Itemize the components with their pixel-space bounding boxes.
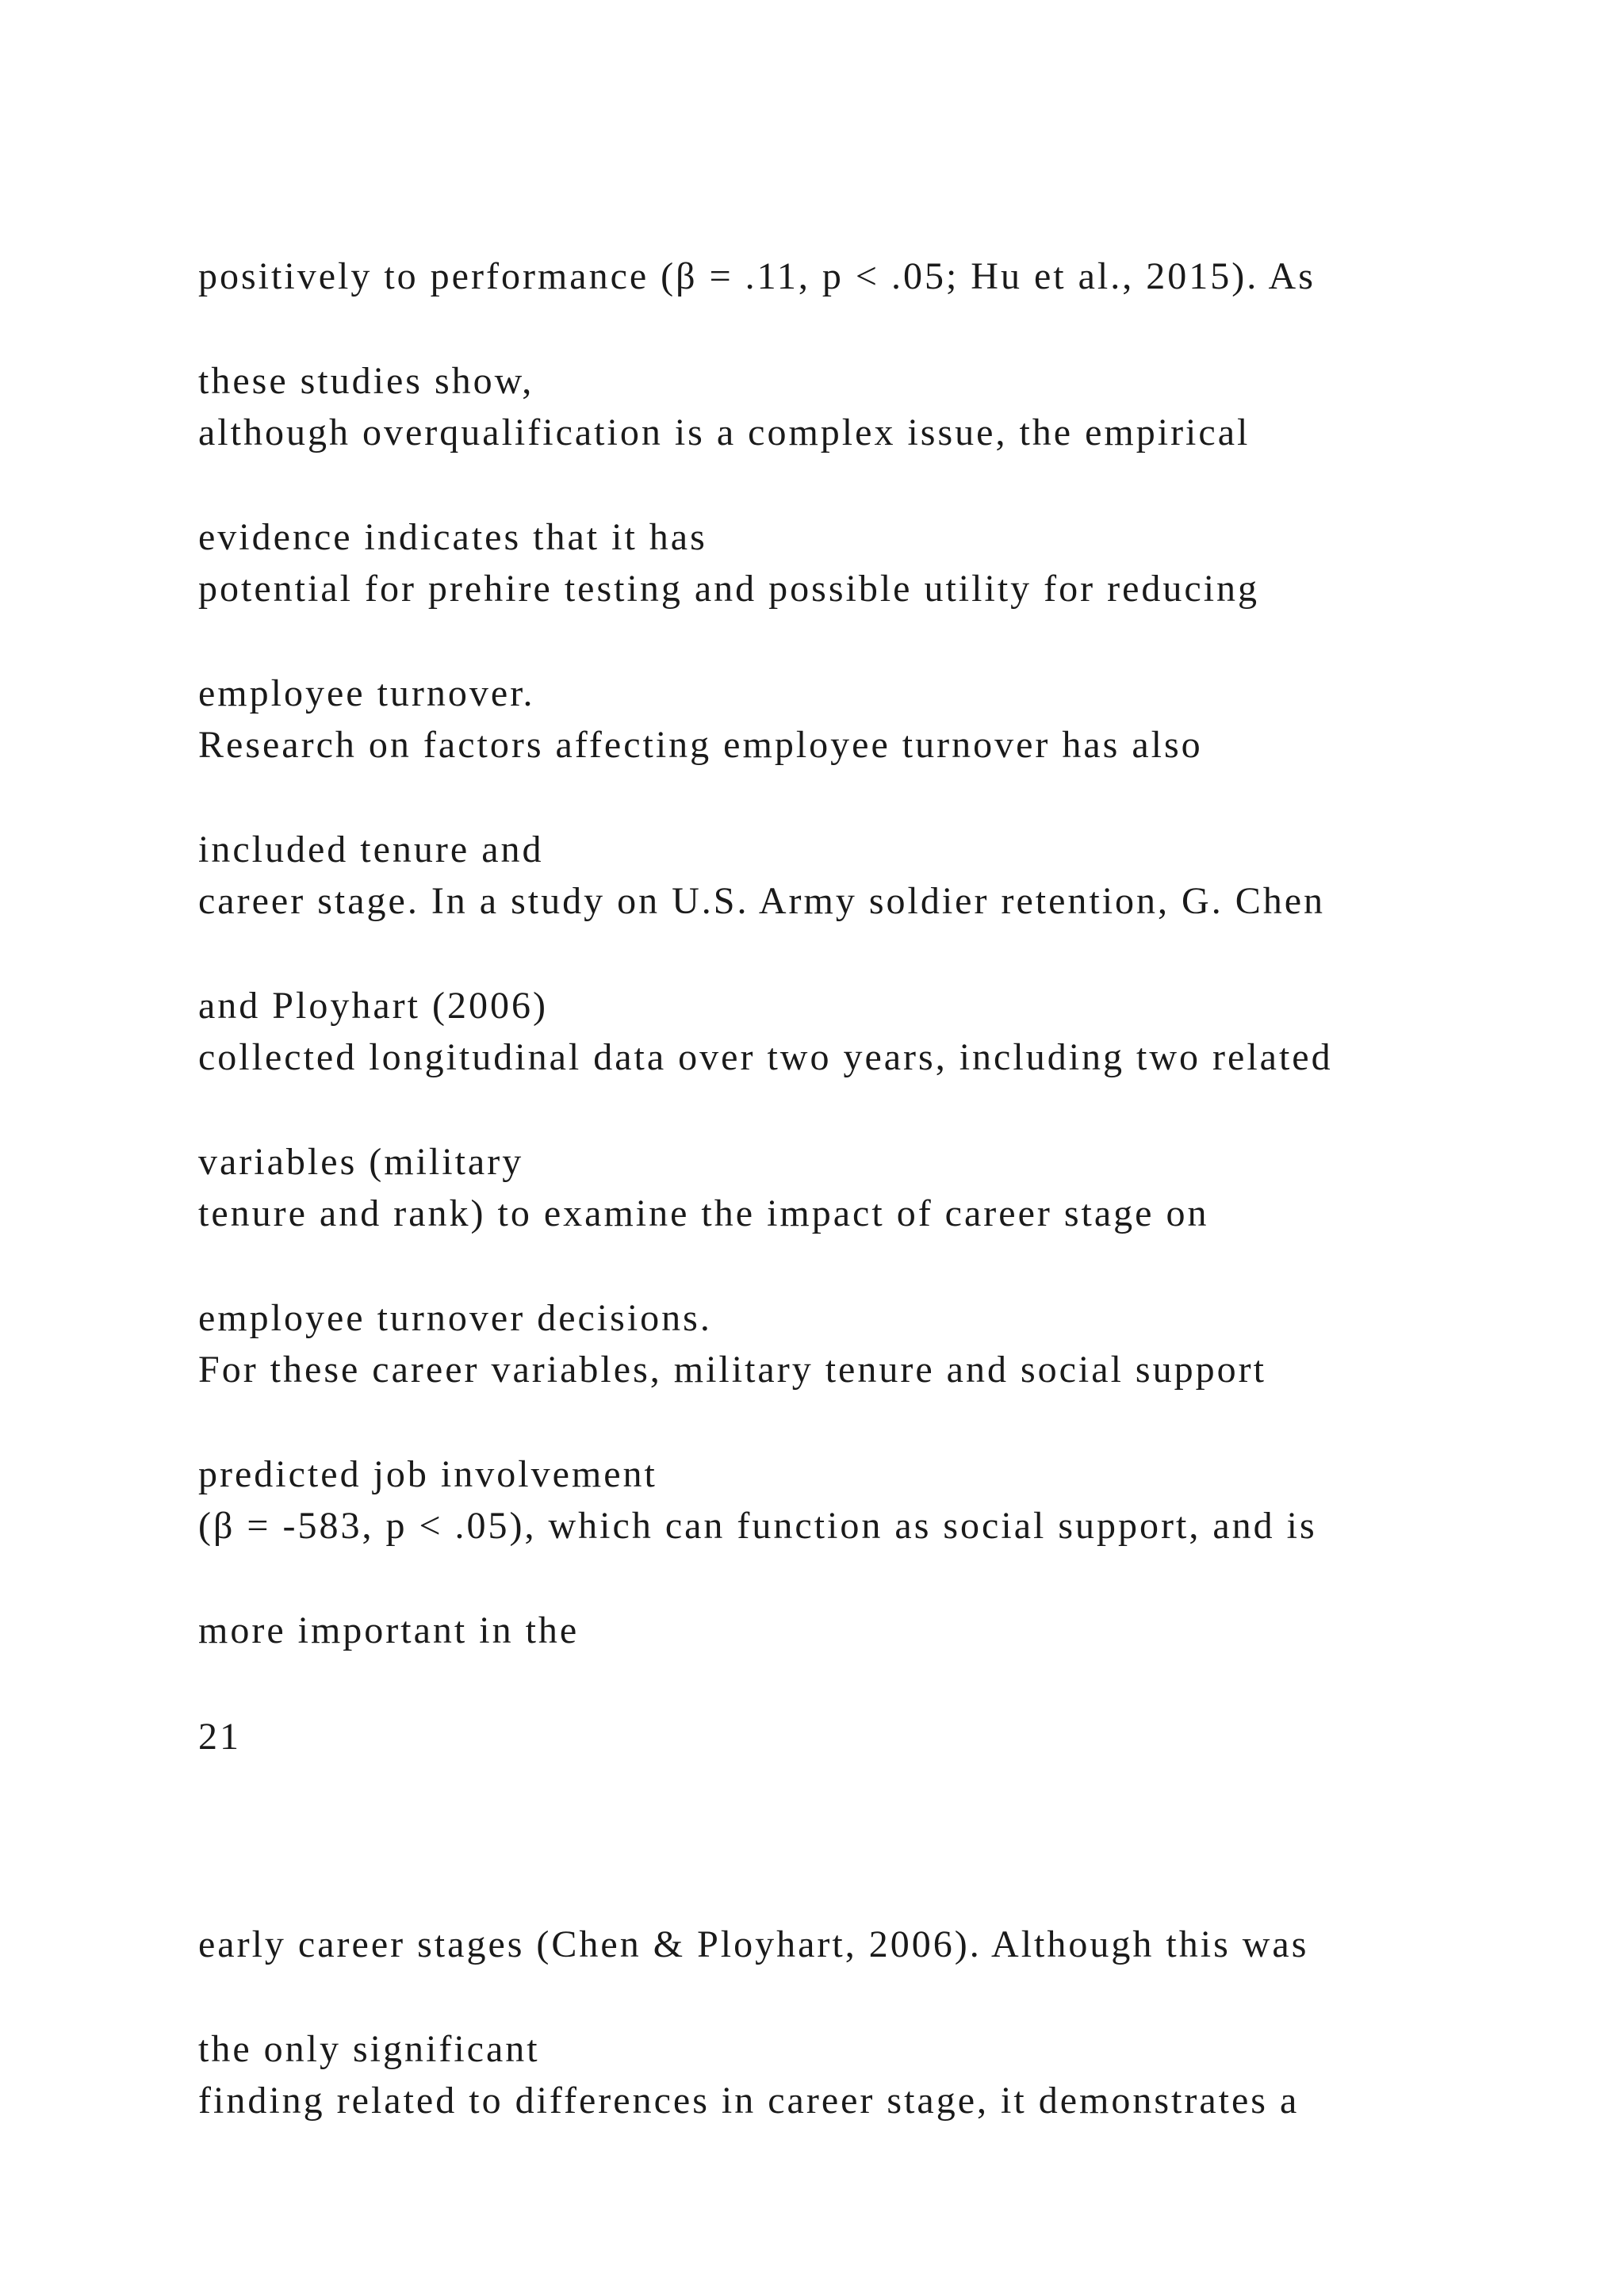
page-number: 21 bbox=[198, 1716, 241, 1758]
text-line: although overqualification is a complex issue, the empirical bbox=[198, 411, 1251, 453]
text-line: predicted job involvement bbox=[198, 1453, 657, 1495]
text-line: career stage. In a study on U.S. Army soldier retention, G. Chen bbox=[198, 880, 1326, 922]
text-line: employee turnover decisions. bbox=[198, 1297, 712, 1339]
text-line: (β = -583, p < .05), which can function as social support, and is bbox=[198, 1505, 1317, 1547]
text-line: tenure and rank) to examine the impact of career stage on bbox=[198, 1192, 1209, 1234]
text-line: the only significant bbox=[198, 2028, 540, 2070]
text-line: For these career variables, military tenure and social support bbox=[198, 1349, 1266, 1391]
text-line: collected longitudinal data over two years, including two related bbox=[198, 1036, 1333, 1078]
text-line: employee turnover. bbox=[198, 672, 535, 714]
text-line: finding related to differences in career stage, it demonstrates a bbox=[198, 2080, 1300, 2122]
paragraph bbox=[198, 2022, 1515, 2179]
paragraph bbox=[198, 1448, 1515, 1709]
text-line: evidence indicates that it has bbox=[198, 516, 707, 558]
text-line: more important in the bbox=[198, 1609, 580, 1651]
text-line: positively to performance (β = .11, p < .05; Hu et al., 2015). As bbox=[198, 255, 1316, 297]
text-line: early career stages (Chen & Ployhart, 2006). Although this was bbox=[198, 1923, 1309, 1965]
text-line: Research on factors affecting employee turnover has also bbox=[198, 724, 1203, 766]
text-line: included tenure and bbox=[198, 828, 544, 871]
text-line: variables (military bbox=[198, 1141, 524, 1183]
text-line: potential for prehire testing and possible utility for reducing bbox=[198, 568, 1260, 610]
text-line: these studies show, bbox=[198, 360, 534, 402]
text-line: and Ployhart (2006) bbox=[198, 985, 548, 1027]
